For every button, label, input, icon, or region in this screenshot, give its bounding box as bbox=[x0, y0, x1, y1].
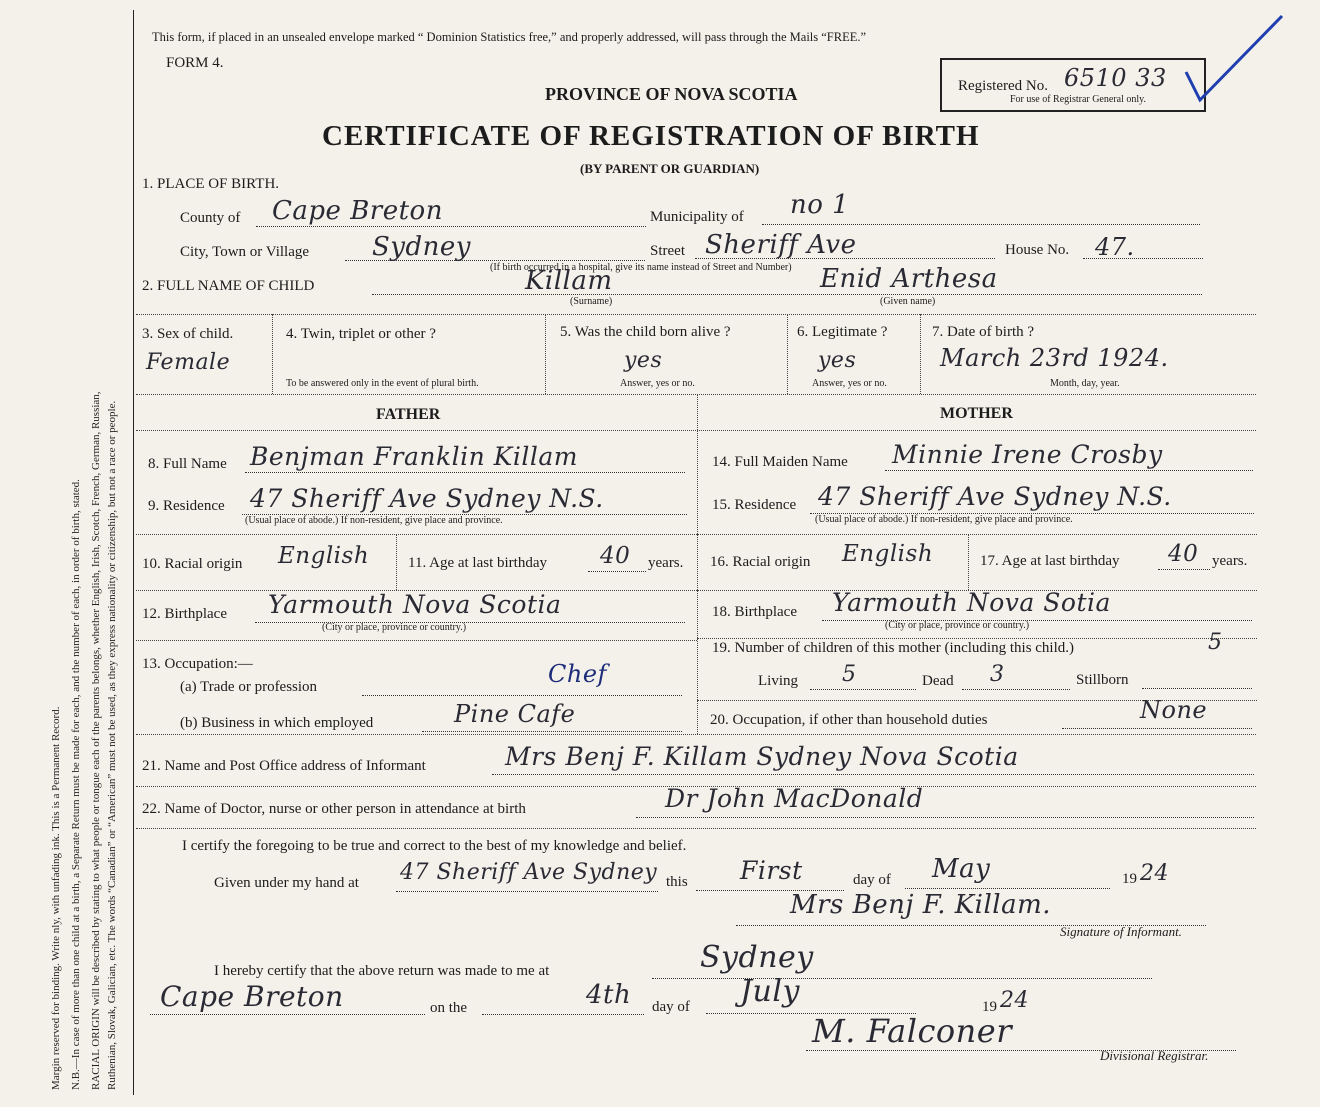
surname-caption: (Surname) bbox=[570, 296, 613, 307]
province-heading: PROVINCE OF NOVA SCOTIA bbox=[545, 84, 798, 104]
registrar-year-prefix: 19 bbox=[982, 999, 997, 1015]
margin-note-3: RACIAL ORIGIN will be described by stating to what people or tongue each of the parents belongs, whether English, Irish, Scotch, French, German, Russian, bbox=[90, 391, 102, 1090]
registrar-county-value: Cape Breton bbox=[160, 980, 344, 1013]
county-label: County of bbox=[180, 210, 241, 226]
legitimate-caption: Answer, yes or no. bbox=[812, 378, 887, 389]
child-surname-value: Killam bbox=[525, 266, 613, 296]
registration-box bbox=[940, 58, 1206, 112]
mother-occupation-value: None bbox=[1140, 696, 1208, 724]
dead-value: 3 bbox=[990, 662, 1005, 687]
alive-caption: Answer, yes or no. bbox=[620, 378, 695, 389]
child-name-label: 2. FULL NAME OF CHILD bbox=[142, 278, 315, 294]
business-label: (b) Business in which employed bbox=[180, 715, 374, 731]
city-value: Sydney bbox=[372, 232, 471, 262]
registrar-note: For use of Registrar General only. bbox=[1010, 94, 1146, 105]
county-value: Cape Breton bbox=[272, 196, 443, 226]
occupation-label: 13. Occupation:— bbox=[142, 656, 253, 672]
registrar-dayof-label: day of bbox=[652, 999, 690, 1015]
registrar-day-value: 4th bbox=[586, 980, 632, 1010]
father-residence-caption: (Usual place of abode.) If non-resident, give place and province. bbox=[245, 515, 503, 526]
mail-notice: This form, if placed in an unsealed envelope marked “ Dominion Statistics free,” and properly addressed, will pass through the Mails “FREE.” bbox=[152, 30, 867, 44]
hospital-note: (If birth occurred in a hospital, give its name instead of Street and Number) bbox=[490, 262, 792, 273]
legitimate-label: 6. Legitimate ? bbox=[797, 324, 888, 340]
page-subtitle: (BY PARENT OR GUARDIAN) bbox=[580, 161, 760, 176]
margin-rule bbox=[133, 10, 134, 1095]
living-label: Living bbox=[758, 673, 798, 689]
business-value: Pine Cafe bbox=[454, 700, 576, 728]
children-count-value: 5 bbox=[1208, 630, 1223, 655]
street-value: Sheriff Ave bbox=[705, 230, 857, 260]
form-number: FORM 4. bbox=[166, 55, 224, 71]
father-birthplace-caption: (City or place, province or country.) bbox=[322, 622, 467, 633]
twin-note: To be answered only in the event of plural birth. bbox=[286, 378, 479, 389]
sex-label: 3. Sex of child. bbox=[142, 326, 234, 342]
father-birthplace-label: 12. Birthplace bbox=[142, 606, 227, 622]
mother-residence-caption: (Usual place of abode.) If non-resident, give place and province. bbox=[815, 514, 1073, 525]
trade-label: (a) Trade or profession bbox=[180, 679, 318, 695]
cert-month-value: May bbox=[932, 854, 991, 884]
registered-number: 6510 33 bbox=[1064, 64, 1167, 92]
mother-name-value: Minnie Irene Crosby bbox=[892, 440, 1163, 469]
stillborn-label: Stillborn bbox=[1076, 672, 1129, 688]
certify-statement: I certify the foregoing to be true and correct to the best of my knowledge and belief. bbox=[182, 838, 687, 854]
street-label: Street bbox=[650, 243, 685, 259]
alive-value: yes bbox=[624, 348, 663, 373]
legitimate-value: yes bbox=[818, 348, 857, 373]
living-value: 5 bbox=[842, 662, 857, 687]
given-caption: (Given name) bbox=[880, 296, 936, 307]
mother-birthplace-value: Yarmouth Nova Sotia bbox=[832, 588, 1111, 617]
father-heading: FATHER bbox=[376, 406, 441, 423]
child-given-value: Enid Arthesa bbox=[820, 264, 998, 294]
check-mark-icon bbox=[1180, 10, 1290, 110]
registrar-month-value: July bbox=[740, 974, 800, 1009]
house-label: House No. bbox=[1005, 242, 1070, 258]
children-count-label: 19. Number of children of this mother (including this child.) bbox=[712, 640, 1075, 656]
informant-signature: Mrs Benj F. Killam. bbox=[790, 890, 1052, 920]
father-racial-value: English bbox=[278, 543, 370, 569]
binding-margin bbox=[8, 0, 128, 1107]
this-label: this bbox=[666, 874, 688, 890]
sex-value: Female bbox=[146, 350, 231, 375]
father-age-value: 40 bbox=[600, 543, 631, 569]
father-racial-label: 10. Racial origin bbox=[142, 556, 243, 572]
dob-label: 7. Date of birth ? bbox=[932, 324, 1035, 340]
father-residence-label: 9. Residence bbox=[148, 498, 225, 514]
father-name-label: 8. Full Name bbox=[148, 456, 227, 472]
informant-label: 21. Name and Post Office address of Informant bbox=[142, 758, 426, 774]
registrar-statement: I hereby certify that the above return was made to me at bbox=[214, 963, 550, 979]
house-value: 47. bbox=[1095, 233, 1135, 261]
margin-note-1: Margin reserved for binding. Write nly, with unfading ink. This is a Permanent Record. bbox=[50, 706, 62, 1090]
registered-label: Registered No. bbox=[958, 78, 1048, 94]
cert-day-value: First bbox=[740, 856, 803, 885]
mother-birthplace-label: 18. Birthplace bbox=[712, 604, 797, 620]
mother-residence-value: 47 Sheriff Ave Sydney N.S. bbox=[818, 482, 1172, 511]
registrar-signature: M. Falconer bbox=[812, 1012, 1012, 1050]
given-at-label: Given under my hand at bbox=[214, 875, 359, 891]
mother-birthplace-caption: (City or place, province or country.) bbox=[885, 620, 1030, 631]
father-name-value: Benjman Franklin Killam bbox=[250, 442, 578, 471]
mother-racial-label: 16. Racial origin bbox=[710, 554, 811, 570]
trade-value: Chef bbox=[548, 660, 607, 688]
city-label: City, Town or Village bbox=[180, 244, 310, 260]
mother-residence-label: 15. Residence bbox=[712, 497, 797, 513]
mother-age-label: 17. Age at last birthday bbox=[980, 553, 1120, 569]
father-residence-value: 47 Sheriff Ave Sydney N.S. bbox=[250, 484, 604, 513]
margin-note-2: N.B.—In case of more than one child at a birth, a Separate Return must be made for each, and the number of each, in order of birth, stated. bbox=[70, 479, 82, 1090]
cert-dayof-label: day of bbox=[853, 872, 891, 888]
cert-year-value: 24 bbox=[1140, 861, 1169, 886]
registrar-place-value: Sydney bbox=[700, 940, 814, 975]
municipality-label: Municipality of bbox=[650, 209, 744, 225]
mother-years: years. bbox=[1212, 553, 1248, 569]
cert-year-prefix: 19 bbox=[1122, 871, 1137, 887]
mother-age-value: 40 bbox=[1168, 541, 1199, 567]
doctor-label: 22. Name of Doctor, nurse or other person in attendance at birth bbox=[142, 801, 526, 817]
dead-label: Dead bbox=[922, 673, 954, 689]
twin-label: 4. Twin, triplet or other ? bbox=[286, 326, 436, 342]
informant-signature-caption: Signature of Informant. bbox=[1060, 924, 1182, 939]
margin-note-4: Ruthenian, Slovak, Galician, etc. The words “Canadian” or “American” must not be used, as they express nationality or citizenship, but not a race or people. bbox=[106, 400, 118, 1090]
place-of-birth-heading: 1. PLACE OF BIRTH. bbox=[142, 176, 280, 192]
mother-racial-value: English bbox=[842, 541, 934, 567]
mother-heading: MOTHER bbox=[940, 405, 1013, 422]
mother-name-label: 14. Full Maiden Name bbox=[712, 454, 848, 470]
registrar-year-value: 24 bbox=[1000, 988, 1029, 1013]
father-birthplace-value: Yarmouth Nova Scotia bbox=[268, 590, 562, 619]
father-years: years. bbox=[648, 555, 684, 571]
on-the-label: on the bbox=[430, 1000, 468, 1016]
given-at-value: 47 Sheriff Ave Sydney bbox=[400, 860, 658, 885]
municipality-value: no 1 bbox=[790, 190, 850, 220]
father-age-label: 11. Age at last birthday bbox=[408, 555, 547, 571]
doctor-value: Dr John MacDonald bbox=[665, 784, 924, 813]
dob-value: March 23rd 1924. bbox=[940, 344, 1169, 372]
alive-label: 5. Was the child born alive ? bbox=[560, 324, 731, 340]
mother-occupation-label: 20. Occupation, if other than household duties bbox=[710, 712, 988, 728]
registrar-caption: Divisional Registrar. bbox=[1100, 1048, 1209, 1063]
dob-caption: Month, day, year. bbox=[1050, 378, 1120, 389]
page-title: CERTIFICATE OF REGISTRATION OF BIRTH bbox=[322, 120, 980, 152]
informant-value: Mrs Benj F. Killam Sydney Nova Scotia bbox=[505, 742, 1019, 771]
